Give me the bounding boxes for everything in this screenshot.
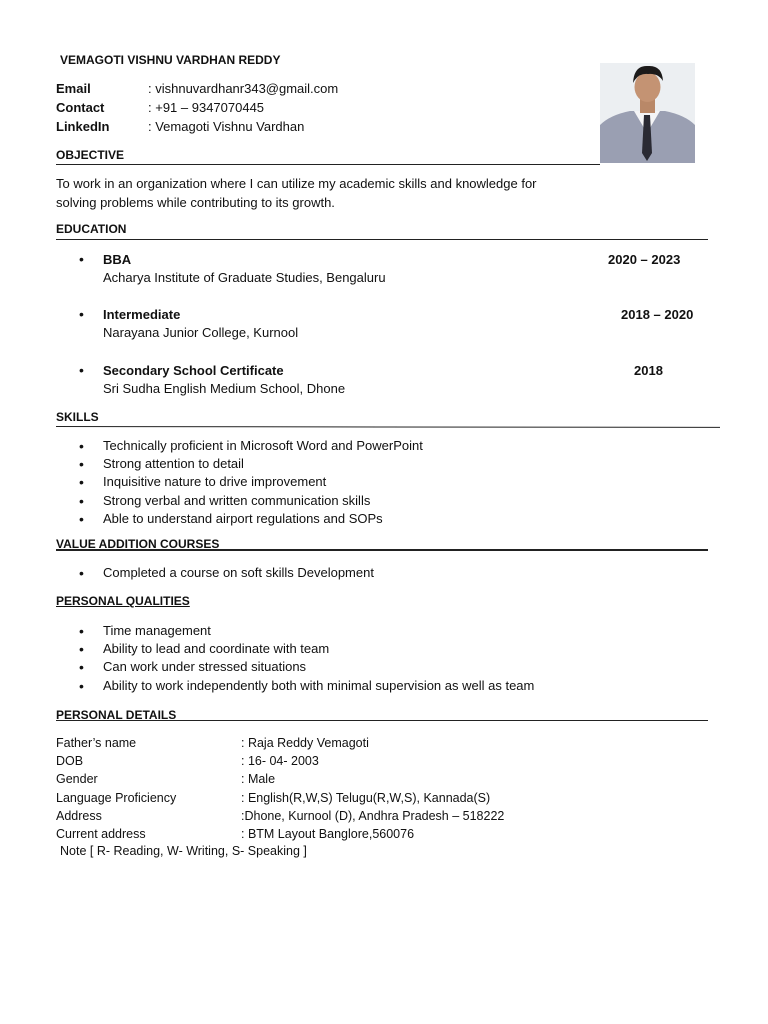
courses-list <box>76 564 374 582</box>
education-degree: Intermediate <box>103 307 181 322</box>
skills-heading: SKILLS <box>56 410 99 424</box>
language-note: Note [ R- Reading, W- Writing, S- Speaking ] <box>60 844 307 858</box>
detail-value: : Raja Reddy Vemagoti <box>241 736 369 750</box>
bullet-icon: • <box>79 362 84 378</box>
list-item: • Ability to lead and coordinate with team <box>76 640 534 658</box>
education-degree: Secondary School Certificate <box>103 363 284 378</box>
list-item: • Inquisitive nature to drive improvement <box>76 473 423 491</box>
email-label: Email <box>56 81 91 96</box>
courses-heading: VALUE ADDITION COURSES <box>56 537 220 551</box>
objective-divider <box>56 164 600 165</box>
courses-divider <box>56 549 708 551</box>
bullet-icon: • <box>79 306 84 322</box>
detail-value: : Male <box>241 772 276 787</box>
education-degree: BBA <box>103 252 132 267</box>
education-years: 2020 – 2023 <box>608 252 681 267</box>
education-years: 2018 – 2020 <box>621 307 694 322</box>
personal-divider <box>56 720 708 721</box>
detail-label: Current address <box>56 826 146 841</box>
linkedin-label: LinkedIn <box>56 119 110 134</box>
contact-label: Contact <box>56 100 105 115</box>
list-item: • Time management <box>76 622 534 640</box>
qualities-list <box>76 622 534 695</box>
email-value: : vishnuvardhanr343@gmail.com <box>148 81 339 96</box>
education-institution: Narayana Junior College, Kurnool <box>103 325 299 340</box>
objective-heading: OBJECTIVE <box>56 148 125 162</box>
education-institution: Sri Sudha English Medium School, Dhone <box>103 381 346 396</box>
detail-label: Language Proficiency <box>56 790 177 805</box>
list-item: • Technically proficient in Microsoft Word and PowerPoint <box>76 437 423 455</box>
detail-label: Father’s name <box>56 736 137 750</box>
education-heading: EDUCATION <box>56 222 127 236</box>
education-divider <box>56 239 708 240</box>
list-item: • Can work under stressed situations <box>76 658 534 676</box>
list-item: • Strong attention to detail <box>76 455 423 473</box>
objective-line-1: To work in an organization where I can utilize my academic skills and knowledge for <box>56 176 537 191</box>
bullet-icon: • <box>79 251 84 267</box>
education-years: 2018 <box>634 363 663 378</box>
detail-value: : BTM Layout Banglore,560076 <box>241 826 415 841</box>
linkedin-value: : Vemagoti Vishnu Vardhan <box>148 119 305 134</box>
detail-value: : 16- 04- 2003 <box>241 754 319 769</box>
education-institution: Acharya Institute of Graduate Studies, Bengaluru <box>103 270 386 285</box>
list-item: • Strong verbal and written communication skills <box>76 492 423 510</box>
list-item: • Completed a course on soft skills Development <box>76 564 374 582</box>
contact-value: : +91 – 9347070445 <box>148 100 265 115</box>
detail-value: :Dhone, Kurnool (D), Andhra Pradesh – 518222 <box>241 808 505 823</box>
detail-label: Address <box>56 808 102 823</box>
detail-label: Gender <box>56 772 98 787</box>
list-item: • Able to understand airport regulations and SOPs <box>76 510 423 528</box>
personal-heading: PERSONAL DETAILS <box>56 708 177 722</box>
profile-photo <box>600 63 695 163</box>
qualities-heading: PERSONAL QUALITIES <box>56 594 190 608</box>
candidate-name: VEMAGOTI VISHNU VARDHAN REDDY <box>60 53 281 67</box>
skills-divider <box>56 426 720 428</box>
skills-list <box>76 437 423 528</box>
detail-value: : English(R,W,S) Telugu(R,W,S), Kannada(S) <box>241 790 491 805</box>
list-item: • Ability to work independently both with minimal supervision as well as team <box>76 677 534 695</box>
detail-label: DOB <box>56 754 84 769</box>
objective-line-2: solving problems while contributing to its growth. <box>56 195 335 210</box>
